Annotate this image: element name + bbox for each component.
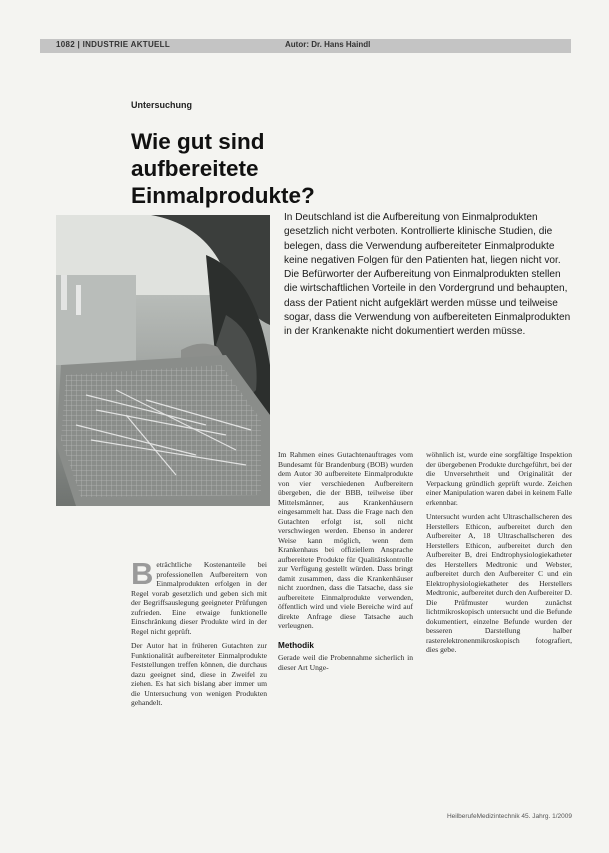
kicker: Untersuchung — [131, 100, 193, 110]
col1-paragraph-1-text: eträchtliche Kostenanteile bei professionellen Aufbereitern von Einmalprodukten erfolgen in der Regel vorab gesetzlich und geben sich mit der Begriffsauslegung geeigneter Prüfungen zufrieden. Eine etwaige funktionelle Einschränkung dieser Produkte wird in der Regel nicht geprüft. — [131, 560, 267, 636]
headline — [131, 128, 431, 209]
section-heading-methodik: Methodik — [278, 640, 314, 650]
text-column-1 — [131, 556, 267, 713]
col2-paragraph-2: Gerade weil die Probennahme sicherlich in dieser Art Unge- — [278, 653, 413, 672]
text-column-3 — [426, 450, 572, 660]
col1-paragraph-1 — [131, 556, 267, 636]
drop-cap: B — [131, 556, 154, 591]
headline-line-1: Wie gut sind — [131, 129, 265, 154]
section-label: 1082 | INDUSTRIE AKTUELL — [56, 40, 171, 49]
lead-paragraph: In Deutschland ist die Aufbereitung von Einmalprodukten gesetzlich nicht verboten. Kontrollierte klinische Studien, die belegen, dass die Verwendung aufbereiteter Einmalprodukte keine negativen Folgen für den Patienten hat, liegen nicht vor. Die Befürworter der Aufbereitung von Einmalprodukten stellen die wirtschaftlichen Vorteile in den Vordergrund und behaupten, dass der Patient nicht aufgeklärt werden müsse und teilweise sogar, dass die Verwendung von aufbereiteten Einmalprodukten in der Krankenakte nicht dokumentiert werden müsse. — [284, 212, 571, 338]
col3-paragraph-2: Untersucht wurden acht Ultraschallscheren des Herstellers Ethicon, aufbereitet durch den Aufbereiter A, 18 Ultraschallscheren des Herstellers Ethicon, aufbereitet durch den Aufbereiter B, drei Endtrophysiologiekatheter des Herstellers Medtronic und Webster, aufbereitet durch den Aufbereiter C und ein Elektrophysiologiekatheter des Herstellers Medtronic, aufbereitet durch den Aufbereiter D. Die Prüfmuster wurden zunächst lichtmikroskopisch untersucht und die Befunde dokumentiert, einzelne Befunde wurden der besseren Darstellung halber rasterelektronenmikroskopisch fotografiert, dies gebe. — [426, 512, 572, 654]
col1-paragraph-2: Der Autor hat in früheren Gutachten zur Funktionalität aufbereiteter Einmalprodukte Feststellungen treffen können, die durchaus dazu geeignet sind, diese in Zweifel zu ziehen. Es hat sich bislang aber immer um die Untersuchung von wenigen Produkten gehandelt. — [131, 641, 267, 707]
headline-line-2: aufbereitete Einmalprodukte? — [131, 156, 315, 208]
article-photo — [56, 215, 270, 506]
col2-paragraph-1: Im Rahmen eines Gutachtenauftrages vom Bundesamt für Brandenburg (BOB) wurden dem Autor 30 aufbereitete Einmalprodukte von vier verschiedenen Aufbereitern übergeben, die der BBB, teilweise über Mittelsmänner, aus Krankenhäusern eingesammelt hat. Dass die Frage nach den Gutachten erfolgt ist, soll nicht verschwiegen werden. Ebenso in anderer Weise kann möglich, wenn dem Krankenhaus bei offiziellem Ansprache aufbereitete Produkte für Qualitätskontrolle zur Verfügung gestellt würden. Dass bringt damit zusammen, dass die Krankenhäuser nicht zuordnen, dass die Tatsache, dass sie aufbereitete Einmalprodukte verwenden, öffentlich wird und viele Bereiche wird auf direkte Anfrage diese Tatsache auch verleugnen. — [278, 450, 413, 630]
author-label: Autor: Dr. Hans Haindl — [285, 40, 371, 49]
text-column-2 — [278, 450, 413, 677]
surgical-instrument-tray-photo — [56, 215, 270, 506]
col3-paragraph-1: wöhnlich ist, wurde eine sorgfältige Inspektion der übergebenen Produkte durchgeführt, bei der die Unversehrtheit und Originalität der Verpackung gründlich geprüft wurde. Zeichen einer Manipulation waren dabei in keinem Falle erkennbar. — [426, 450, 572, 507]
page-footer: HeilberufeMedizintechnik 45. Jahrg. 1/2009 — [446, 813, 572, 820]
